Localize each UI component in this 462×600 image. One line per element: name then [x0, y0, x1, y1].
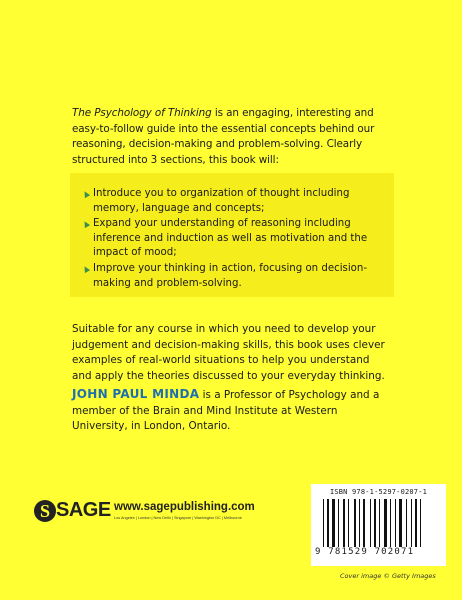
publisher-url: www.sagepublishing.com: [114, 501, 255, 513]
sage-logo: [34, 498, 254, 538]
intro-text: is an engaging, interesting and easy-to-follow guide into the essential concepts behind our reasoning, decision-making and problem-solving. Clearly structured into 3 sections, this book will:: [72, 107, 375, 166]
author-bio-text: is a Professor of Psychology and a member of the Brain and Mind Institute at Western University, in London, Ontario.: [72, 389, 380, 432]
highlights-list: [83, 187, 383, 292]
highlights-box: [70, 173, 394, 297]
barcode-digits: 9 781529 702071: [315, 547, 415, 557]
list-item-text: Introduce you to organization of thought including memory, language and concepts;: [93, 188, 350, 214]
triangle-bullet-icon: [82, 265, 90, 273]
list-item: [83, 187, 383, 216]
author-bio: [72, 387, 392, 435]
barcode-panel: [311, 484, 446, 566]
book-title: The Psychology of Thinking: [72, 107, 212, 119]
cover-image-credit: Cover image © Getty Images: [340, 572, 436, 580]
list-item: [83, 262, 383, 291]
author-name: JOHN PAUL MINDA: [72, 387, 200, 401]
list-item-text: Expand your understanding of reasoning including inference and induction as well as motivation and the impact of mood;: [93, 218, 368, 259]
triangle-bullet-icon: [82, 220, 90, 228]
publisher-cities: Los Angeles | London | New Delhi | Singapore | Washington DC | Melbourne: [114, 516, 242, 520]
list-item: [83, 217, 383, 261]
isbn-number: ISBN 978-1-5297-0207-1: [329, 488, 428, 496]
triangle-bullet-icon: [82, 190, 90, 198]
list-item-text: Improve your thinking in action, focusing on decision-making and problem-solving.: [93, 262, 368, 289]
intro-paragraph: [72, 106, 392, 168]
sage-logo-word: SAGE: [56, 499, 111, 521]
barcode-icon: [323, 499, 435, 547]
sage-logo-letter: S: [34, 500, 56, 522]
suitability-paragraph: Suitable for any course in which you need to develop your judgement and decision-making skills, this book uses clever examples of real-world situations to help you understand and apply the theories discussed to your everyday thinking.: [72, 323, 385, 382]
